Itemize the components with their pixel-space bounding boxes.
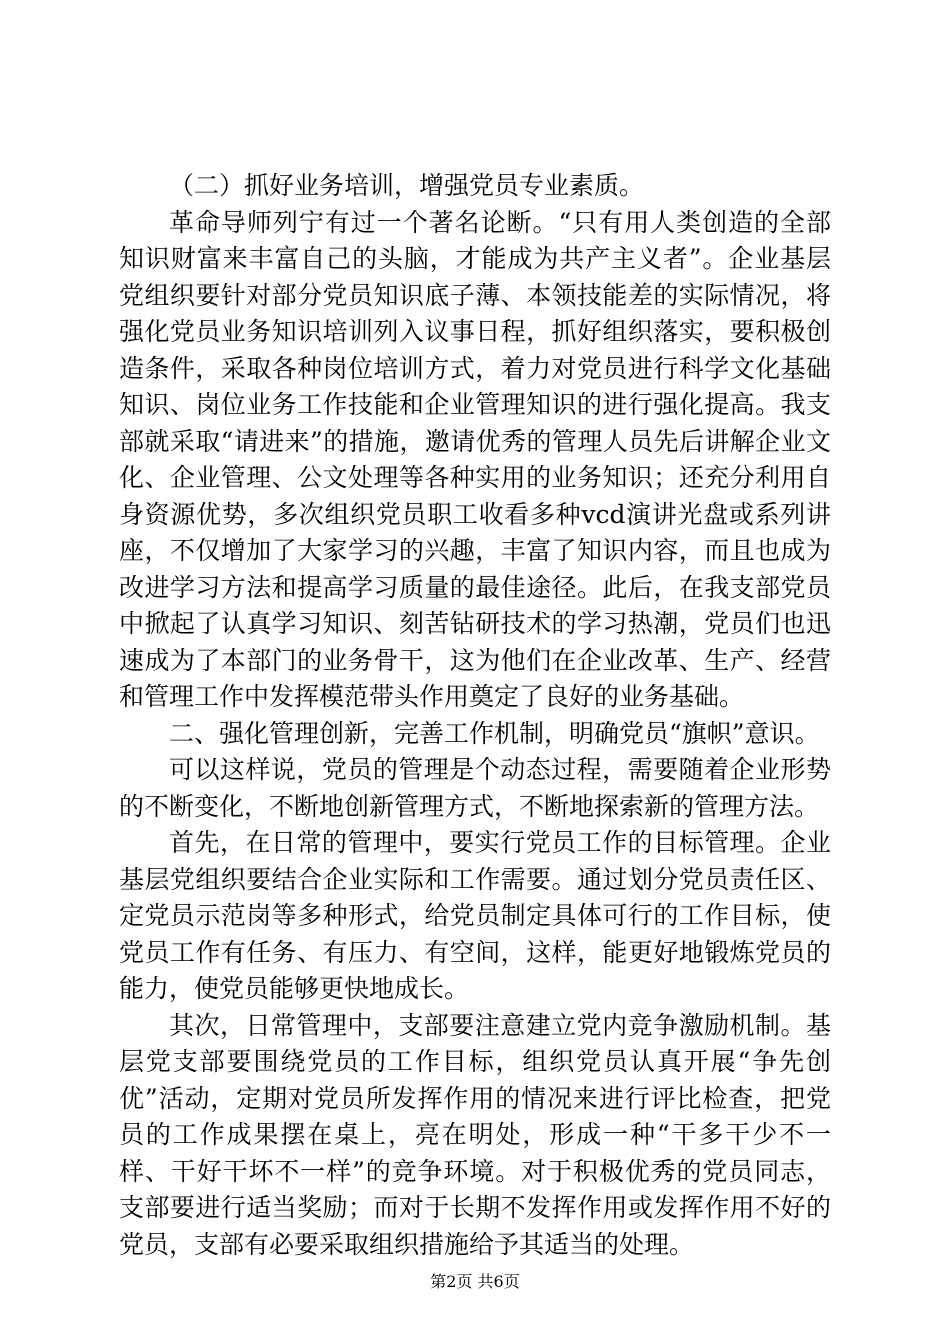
paragraph-lenin-training: 革命导师列宁有过一个著名论断。“只有用人类创造的全部知识财富来丰富自己的头脑，才能成为共产主义者”。企业基层党组织要针对部分党员知识底子薄、本领技能差的实际情况，将强化党员业务知识培训列入议事日程，抓好组织落实，要积极创造条件，采取各种岗位培训方式，着力对党员进行科学文化基础知识、岗位业务工作技能和企业管理知识的进行强化提高。我支部就采取“请进来”的措施，邀请优秀的管理人员先后讲解企业文化、企业管理、公文处理等各种实用的业务知识；还充分利用自身资源优势，多次组织党员职工收看多种vcd演讲光盘或系列讲座，不仅增加了大家学习的兴趣，丰富了知识内容，而且也成为改进学习方法和提高学习质量的最佳途径。此后，在我支部党员中掀起了认真学习知识、刻苦钻研技术的学习热潮，党员们也迅速成为了本部门的业务骨干，这为他们在企业改革、生产、经营和管理工作中发挥模范带头作用奠定了良好的业务基础。 [119,207,831,711]
document-body [119,168,831,1263]
paragraph-dynamic-management: 可以这样说，党员的管理是个动态过程，需要随着企业形势的不断变化，不断地创新管理方式，不断地探索新的管理方法。 [119,755,831,821]
paragraph-target-management: 首先，在日常的管理中，要实行党员工作的目标管理。企业基层党组织要结合企业实际和工作需要。通过划分党员责任区、定党员示范岗等多种形式，给党员制定具体可行的工作目标，使党员工作有任务、有压力、有空间，这样，能更好地锻炼党员的能力，使党员能够更快地成长。 [119,828,831,1003]
page-number-footer: 第2页 共6页 [430,1272,520,1291]
paragraph-competition-mechanism: 其次，日常管理中，支部要注意建立党内竞争激励机制。基层党支部要围绕党员的工作目标，组织党员认真开展“争先创优”活动，定期对党员所发挥作用的情况来进行评比检查，把党员的工作成果摆在桌上，亮在明处，形成一种“干多干少不一样、干好干坏不一样”的竞争环境。对于积极优秀的党员同志，支部要进行适当奖励；而对于长期不发挥作用或发挥作用不好的党员，支部有必要采取组织措施给予其适当的处理。 [119,1010,831,1259]
section-heading-management-innovation: 二、强化管理创新，完善工作机制，明确党员“旗帜”意识。 [169,718,820,748]
section-heading-business-training: （二）抓好业务培训，增强党员专业素质。 [169,171,645,200]
